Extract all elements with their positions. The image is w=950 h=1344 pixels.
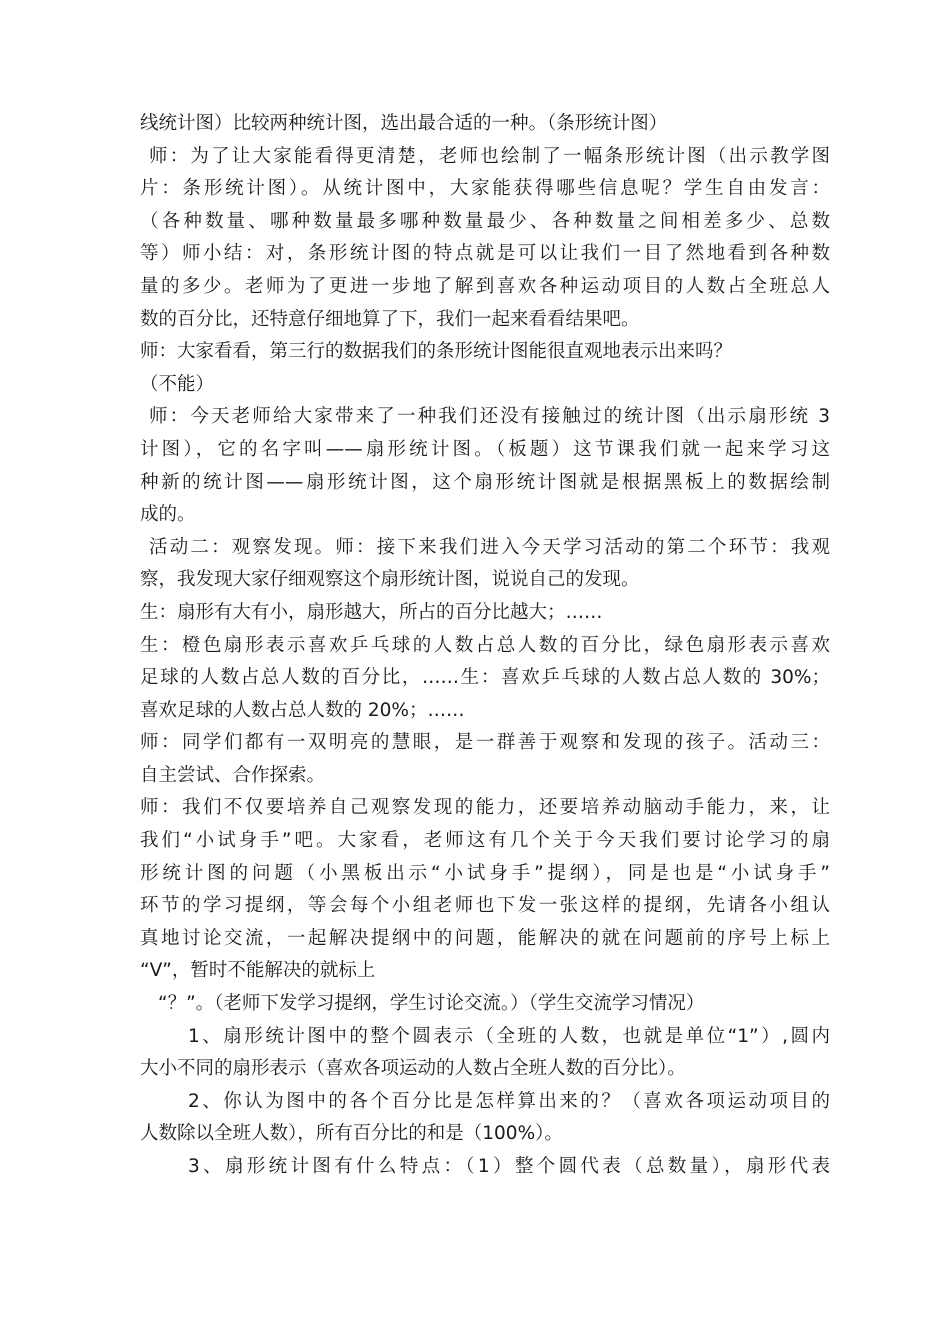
text-line: 师：今天老师给大家带来了一种我们还没有接触过的统计图（出示扇形统 3: [149, 406, 830, 428]
text-line: 察，我发现大家仔细观察这个扇形统计图，说说自己的发现。: [140, 569, 640, 591]
text-line: 喜欢足球的人数占总人数的 20%；……: [140, 699, 465, 721]
text-line: 2、你认为图中的各个百分比是怎样算出来的？（喜欢各项运动项目的: [188, 1090, 830, 1112]
text-line: 活动二：观察发现。师：接下来我们进入今天学习活动的第二个环节：我观: [149, 536, 830, 558]
text-line: 1、扇形统计图中的整个圆表示（全班的人数，也就是单位“1”）,圆内: [188, 1025, 830, 1047]
text-line: 计图），它的名字叫——扇形统计图。（板题）这节课我们就一起来学习这: [140, 438, 830, 460]
text-line: 自主尝试、合作探索。: [140, 764, 326, 786]
text-line: （各种数量、哪种数量最多哪种数量最少、各种数量之间相差多少、总数: [140, 210, 830, 232]
text-line: 真地讨论交流，一起解决提纲中的问题，能解决的就在问题前的序号上标上: [140, 927, 830, 949]
text-line: 人数除以全班人数），所有百分比的和是（100%）。: [140, 1123, 563, 1145]
document-body: [140, 108, 830, 1184]
text-line: “？”。（老师下发学习提纲，学生讨论交流。）（学生交流学习情况）: [158, 993, 705, 1015]
text-line: 片：条形统计图）。从统计图中，大家能获得哪些信息呢？学生自由发言：: [140, 178, 830, 200]
text-line: 数的百分比，还特意仔细地算了下，我们一起来看看结果吧。: [140, 308, 640, 330]
text-line: 环节的学习提纲，等会每个小组老师也下发一张这样的提纲，先请各小组认: [140, 895, 830, 917]
text-line: 线统计图）比较两种统计图，选出最合适的一种。（条形统计图）: [140, 113, 668, 134]
text-line: 我们“小试身手”吧。大家看，老师这有几个关于今天我们要讨论学习的扇: [140, 830, 830, 852]
text-line: 师：为了让大家能看得更清楚，老师也绘制了一幅条形统计图（出示教学图: [149, 145, 830, 167]
text-line: 大小不同的扇形表示（喜欢各项运动的人数占全班人数的百分比）。: [140, 1058, 686, 1080]
text-line: 量的多少。老师为了更进一步地了解到喜欢各种运动项目的人数占全班总人: [140, 275, 830, 297]
text-line: 生：橙色扇形表示喜欢乒乓球的人数占总人数的百分比，绿色扇形表示喜欢: [140, 634, 830, 656]
text-line: 成的。: [140, 504, 196, 526]
text-line: 3、扇形统计图有什么特点：（1）整个圆代表（总数量），扇形代表: [188, 1156, 830, 1177]
text-line: 形统计图的问题（小黑板出示“小试身手”提纲），同是也是“小试身手”: [140, 862, 830, 884]
text-line: “V”，暂时不能解决的就标上: [140, 960, 376, 982]
text-line: 种新的统计图——扇形统计图，这个扇形统计图就是根据黑板上的数据绘制: [140, 471, 830, 493]
text-line: 足球的人数占总人数的百分比，……生：喜欢乒乓球的人数占总人数的 30%；: [140, 667, 830, 689]
text-line: （不能）: [140, 373, 215, 395]
text-line: 师：我们不仅要培养自己观察发现的能力，还要培养动脑动手能力，来，让: [140, 797, 830, 819]
text-line: 生：扇形有大有小，扇形越大，所占的百分比越大；……: [140, 601, 603, 623]
text-line: 等）师小结：对，条形统计图的特点就是可以让我们一目了然地看到各种数: [140, 243, 830, 265]
text-line: 师：大家看看，第三行的数据我们的条形统计图能很直观地表示出来吗？: [140, 341, 733, 363]
text-line: 师：同学们都有一双明亮的慧眼，是一群善于观察和发现的孩子。活动三：: [140, 732, 830, 754]
